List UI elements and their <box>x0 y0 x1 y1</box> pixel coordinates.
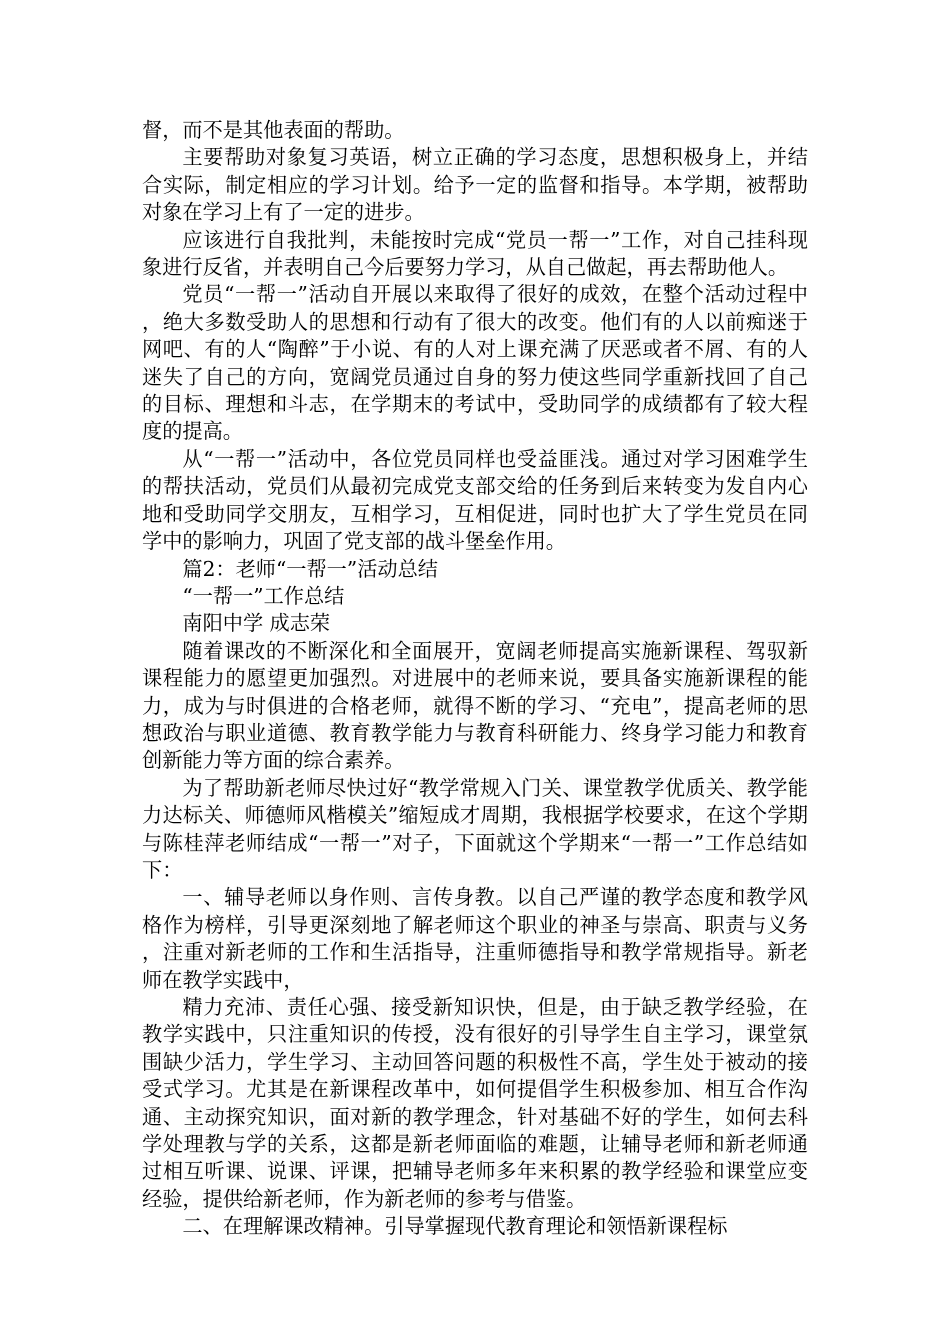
paragraph-point-two: 二、在理解课改精神。引导掌握现代教育理论和领悟新课程标 <box>182 1214 728 1239</box>
paragraph-activity-results: 党员“一帮一”活动自开展以来取得了很好的成效，在整个活动过程中，绝大多数受助人的思想和行动有了很大的改变。他们有的人以前痴迷于网吧、有的人“陶醉”于小说、有的人对上课充满了厌恶或者不屑、有的人迷失了自己的方向，宽阔党员通过自身的努力使这些同学重新找回了自己的目标、理想和斗志，在学期末的考试中，受助同学的成绩都有了较大程度的提高。 <box>142 282 808 444</box>
paragraph-members-benefit: 从“一帮一”活动中，各位党员同样也受益匪浅。通过对学习困难学生的帮扶活动，党员们从最初完成党支部交给的任务到后来转变为发自内心地和受助同学交朋友，互相学习，互相促进，同时也扩大了学生党员在同学中的影响力，巩固了党支部的战斗堡垒作用。 <box>142 446 808 554</box>
author-line: 南阳中学 成志荣 <box>182 611 331 636</box>
section-heading-part-2: 篇2：老师“一帮一”活动总结 <box>182 556 438 581</box>
document-page <box>142 117 808 1241</box>
paragraph-help-english: 主要帮助对象复习英语，树立正确的学习态度，思想积极身上，并结合实际，制定相应的学习计划。给予一定的监督和指导。本学期，被帮助对象在学习上有了一定的进步。 <box>142 145 808 225</box>
paragraph-point-one: 一、辅导老师以身作则、言传身教。以自己严谨的教学态度和教学风格作为榜样，引导更深刻地了解老师这个职业的神圣与崇高、职责与义务，注重对新老师的工作和生活指导，注重师德指导和教学常规指导。新老师在教学实践中， <box>142 885 808 992</box>
section-title: “一帮一”工作总结 <box>182 583 345 608</box>
paragraph-pairing-purpose: 为了帮助新老师尽快过好“教学常规入门关、课堂教学优质关、教学能力达标关、师德师风楷模关”缩短成才周期，我根据学校要求，在这个学期与陈桂萍老师结成“一帮一”对子，下面就这个学期来“一帮一”工作总结如下： <box>142 775 808 882</box>
paragraph-new-teacher-challenges: 精力充沛、责任心强、接受新知识快，但是，由于缺乏教学经验，在教学实践中，只注重知识的传授，没有很好的引导学生自主学习，课堂氛围缺少活力，学生学习、主动回答问题的积极性不高，学生处于被动的接受式学习。尤其是在新课程改革中，如何提倡学生积极参加、相互合作沟通、主动探究知识，面对新的教学理念，针对基础不好的学生，如何去科学处理教与学的关系，这都是新老师面临的难题，让辅导老师和新老师通过相互听课、说课、评课，把辅导老师多年来积累的教学经验和课堂应变经验，提供给新老师，作为新老师的参考与借鉴。 <box>142 995 808 1211</box>
paragraph-self-criticism: 应该进行自我批判，未能按时完成“党员一帮一”工作，对自己挂科现象进行反省，并表明自己今后要努力学习，从自己做起，再去帮助他人。 <box>142 227 808 280</box>
paragraph-continuation: 督，而不是其他表面的帮助。 <box>142 118 405 142</box>
paragraph-curriculum-reform: 随着课改的不断深化和全面展开，宽阔老师提高实施新课程、驾驭新课程能力的愿望更加强烈。对进展中的老师来说，要具备实施新课程的能力，成为与时俱进的合格老师，就得不断的学习、“充电”，提高老师的思想政治与职业道德、教育教学能力与教育科研能力、终身学习能力和教育创新能力等方面的综合素养。 <box>142 638 808 773</box>
